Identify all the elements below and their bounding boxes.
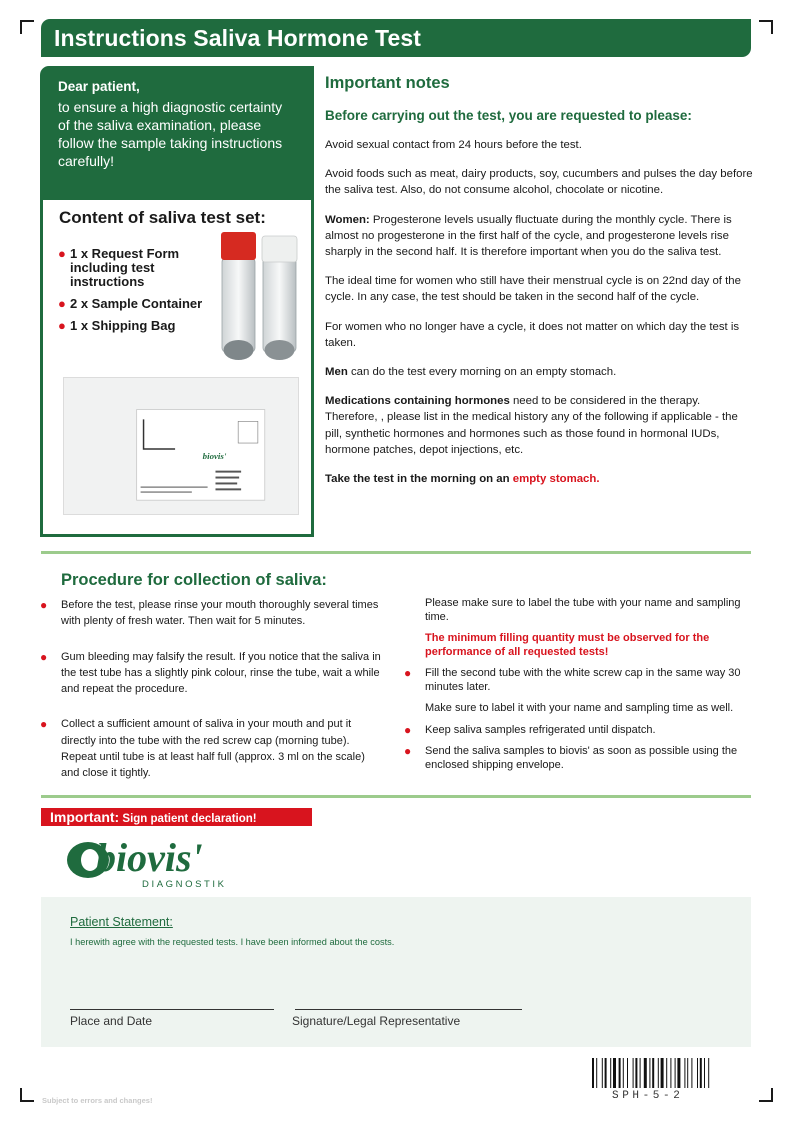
list-item: ● Fill the second tube with the white screw cap in the same way 30 minutes later.	[404, 666, 741, 693]
list-item: ● 2 x Sample Container	[58, 296, 203, 311]
important-notes	[325, 74, 753, 500]
crop-mark-top-right	[759, 20, 773, 34]
note-paragraph: For women who no longer have a cycle, it does not matter on which day the test is taken.	[325, 320, 740, 349]
logo-subtitle: DIAGNOSTIK	[142, 879, 227, 890]
note-men: Men can do the test every morning on an empty stomach.	[325, 366, 617, 379]
place-date-label: Place and Date	[70, 1014, 153, 1028]
place-date-line[interactable]	[70, 1009, 274, 1010]
bullet-icon: ●	[404, 744, 412, 758]
test-set-panel	[40, 66, 314, 537]
intro-text: to ensure a high diagnostic certainty of the saliva examination, please follow the sample taking instructions carefully!	[58, 99, 283, 169]
crop-mark-bottom-right	[759, 1088, 773, 1102]
divider	[41, 795, 751, 798]
page-title: Instructions Saliva Hormone Test	[54, 25, 422, 51]
set-content-list	[58, 247, 220, 341]
bullet-icon: ●	[58, 246, 66, 261]
list-item: ● 1 x Request Form including test instructions	[58, 246, 180, 289]
bullet-icon: ●	[404, 722, 412, 737]
shipping-bag-image	[63, 377, 299, 515]
important-banner: Important: Sign patient declaration!	[41, 808, 312, 826]
divider	[41, 551, 751, 554]
statement-text: I herewith agree with the requested tests. I have been informed about the costs.	[70, 937, 395, 947]
logo-text: biovis'	[96, 835, 203, 880]
signature-label: Signature/Legal Representative	[292, 1014, 461, 1028]
note-medications: Medications containing hormones need to be considered in the therapy. Therefore, , please list in the medical history any of the following if applicable - the pill, synthetic hormones and hormones such as those found in hormonal IUDs, hormone patches, depot injections, etc.	[325, 395, 738, 456]
list-item: ● Before the test, please rinse your mouth thoroughly several times with plenty of fresh water. Then wait for 5 minutes.	[40, 597, 385, 630]
content-title: Content of saliva test set:	[59, 208, 266, 227]
list-item: ● 1 x Shipping Bag	[58, 318, 176, 333]
procedure-note: Please make sure to label the tube with your name and sampling time.	[425, 597, 741, 623]
greeting: Dear patient,	[58, 79, 140, 94]
crop-mark-bottom-left	[20, 1088, 34, 1102]
list-item: ● Keep saliva samples refrigerated until dispatch.	[404, 722, 656, 737]
bullet-icon: ●	[58, 296, 66, 311]
list-item: ● Send the saliva samples to biovis' as soon as possible using the enclosed shipping envelope.	[404, 744, 738, 771]
notes-subheading: Before carrying out the test, you are requested to please:	[325, 108, 692, 123]
procedure-warning: The minimum filling quantity must be observed for the performance of all requested tests!	[425, 632, 710, 658]
note-women: Women: Progesterone levels usually fluctuate during the monthly cycle. There is almost no progesterone in the first half of the cycle, and progesterone levels rise sharply in the second half. It is therefore important when you do the saliva test.	[325, 213, 732, 259]
procedure-title: Procedure for collection of saliva:	[61, 571, 327, 589]
patient-statement	[41, 897, 751, 1047]
note-paragraph: Avoid sexual contact from 24 hours before the test.	[325, 139, 582, 151]
barcode-text: SPH-5-2	[612, 1090, 684, 1102]
note-final: Take the test in the morning on an empty stomach.	[325, 473, 600, 486]
footer-note: Subject to errors and changes!	[42, 1096, 153, 1105]
crop-mark-top-left	[20, 20, 34, 34]
notes-heading: Important notes	[325, 74, 450, 92]
list-item: ● Gum bleeding may falsify the result. If you notice that the saliva in the test tube has a slightly pink colour, rinse the tube, wait a while and repeat the procedure.	[40, 649, 385, 698]
svg-text:biovis': biovis'	[202, 450, 227, 461]
procedure-steps-left	[40, 597, 385, 801]
bullet-icon: ●	[58, 318, 66, 333]
sample-tubes-image	[219, 232, 301, 364]
note-paragraph: The ideal time for women who still have their menstrual cycle is on 22nd day of the cycle. In any case, the test should be taken in the second half of the cycle.	[325, 275, 741, 304]
procedure-steps-right	[404, 597, 754, 780]
bullet-icon: ●	[40, 649, 48, 664]
statement-title: Patient Statement:	[70, 915, 173, 929]
patient-intro	[43, 69, 311, 200]
bullet-icon: ●	[40, 598, 48, 612]
list-item: ● Collect a sufficient amount of saliva in your mouth and put it directly into the tube with the red screw cap (morning tube). Repeat until tube is at least half full (approx. 3 ml on the scale) and close it tightly.	[40, 716, 385, 781]
title-bar	[41, 19, 751, 57]
signature-line[interactable]	[295, 1009, 522, 1010]
procedure-note: Make sure to label it with your name and sampling time as well.	[425, 702, 734, 714]
biovis-logo	[66, 836, 236, 890]
note-paragraph: Avoid foods such as meat, dairy products, soy, cucumbers and pulses the day before the saliva test. Also, do not consume alcohol, chocolate or nicotine.	[325, 168, 753, 197]
barcode	[592, 1058, 752, 1088]
bullet-icon: ●	[404, 666, 412, 680]
bullet-icon: ●	[40, 717, 48, 732]
